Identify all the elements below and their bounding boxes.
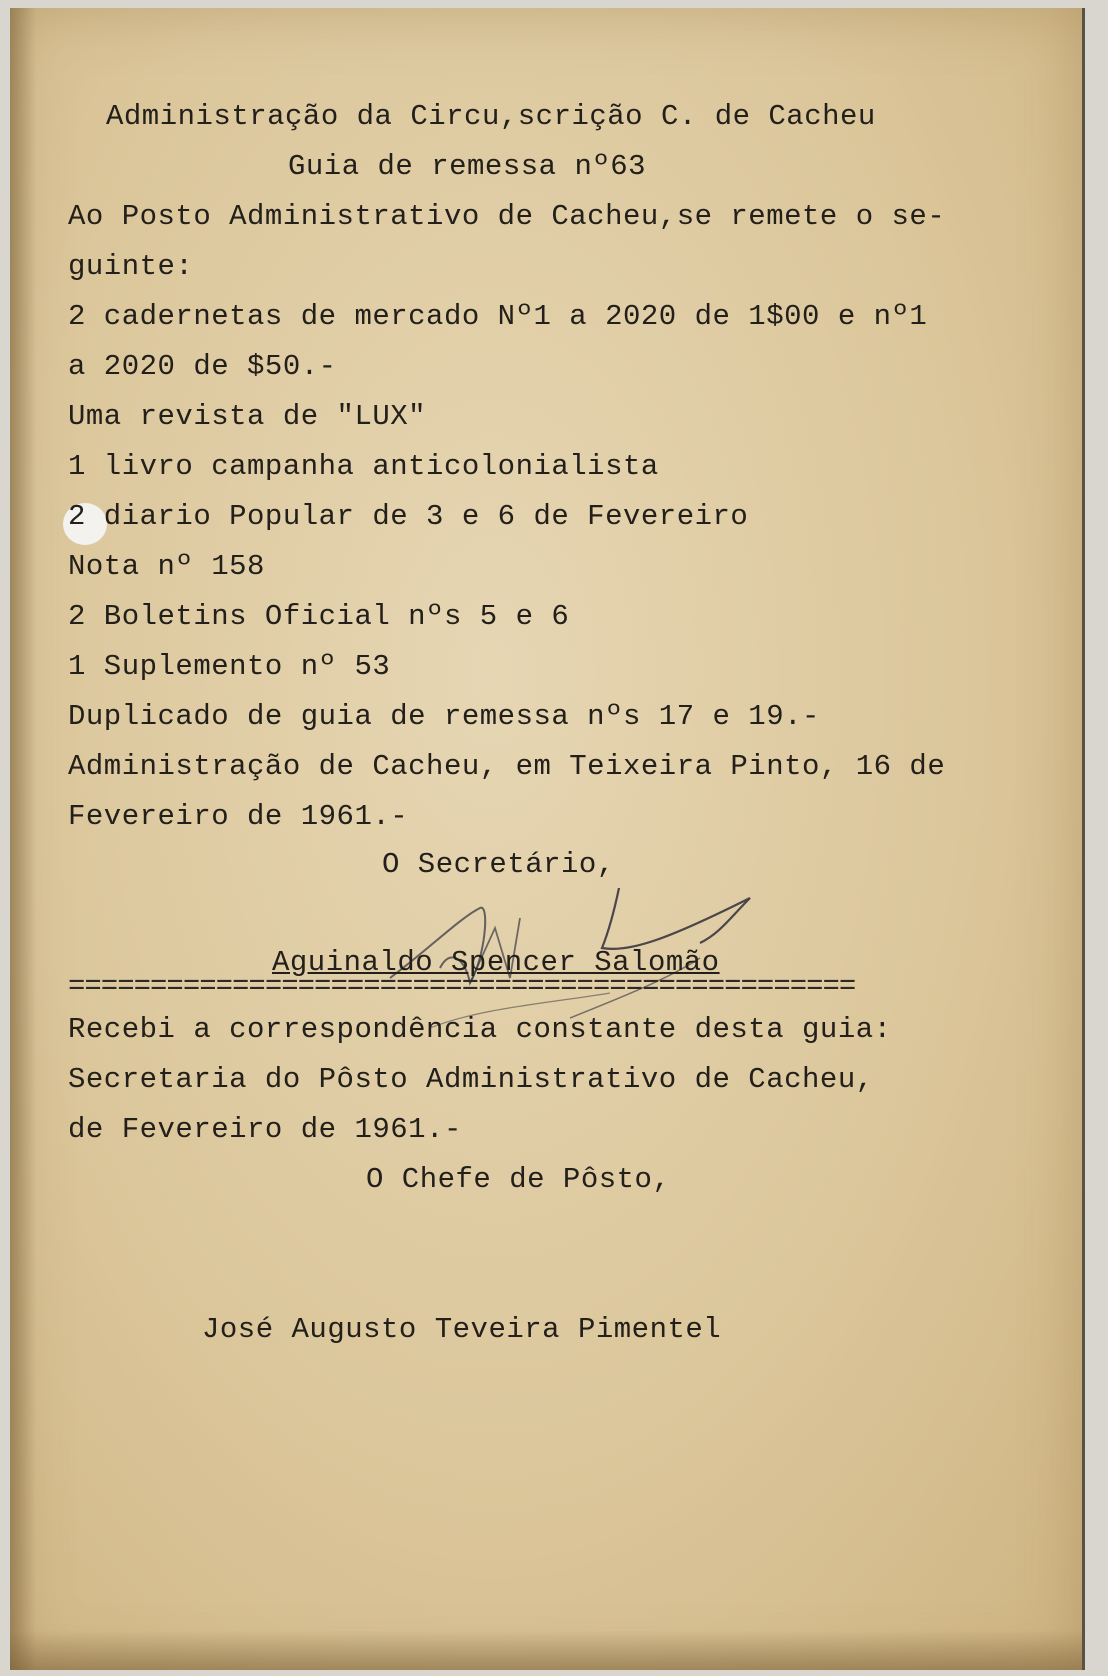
item-line: 2 cadernetas de mercado Nº1 a 2020 de 1$00 e nº1 bbox=[68, 300, 928, 333]
secretary-title: O Secretário, bbox=[382, 848, 615, 881]
receipt-line-2: Secretaria do Pôsto Administrativo de Cacheu, bbox=[68, 1063, 874, 1096]
receipt-line-1: Recebi a correspondência constante desta guia: bbox=[68, 1013, 892, 1046]
item-line: Uma revista de "LUX" bbox=[68, 400, 427, 433]
place-date-line-2: Fevereiro de 1961.- bbox=[68, 800, 409, 833]
document-subheader: Guia de remessa nº63 bbox=[288, 150, 647, 183]
item-line: Nota nº 158 bbox=[68, 550, 265, 583]
receipt-line-3: de Fevereiro de 1961.- bbox=[68, 1113, 462, 1146]
secretary-name: Aguinaldo Spencer Salomão bbox=[272, 946, 720, 979]
chief-title: O Chefe de Pôsto, bbox=[366, 1163, 671, 1196]
item-line: 1 livro campanha anticolonialista bbox=[68, 450, 659, 483]
chief-name: José Augusto Teveira Pimentel bbox=[202, 1313, 722, 1346]
paper-edge-shadow bbox=[10, 8, 36, 1670]
item-line: 2 Boletins Oficial nºs 5 e 6 bbox=[68, 600, 570, 633]
item-line: 2 diario Popular de 3 e 6 de Fevereiro bbox=[68, 500, 749, 533]
item-line: a 2020 de $50.- bbox=[68, 350, 337, 383]
document-header: Administração da Circu,scrição C. de Cacheu bbox=[106, 100, 876, 133]
paper-bottom-stain bbox=[10, 1630, 1082, 1670]
place-date-line-1: Administração de Cacheu, em Teixeira Pinto, 16 de bbox=[68, 750, 946, 783]
item-line: Duplicado de guia de remessa nºs 17 e 19.- bbox=[68, 700, 820, 733]
separator-line: ================================================ bbox=[68, 970, 856, 1003]
document-page bbox=[10, 8, 1085, 1670]
intro-line-2: guinte: bbox=[68, 250, 194, 283]
item-line: 1 Suplemento nº 53 bbox=[68, 650, 391, 683]
intro-line-1: Ao Posto Administrativo de Cacheu,se remete o se- bbox=[68, 200, 946, 233]
